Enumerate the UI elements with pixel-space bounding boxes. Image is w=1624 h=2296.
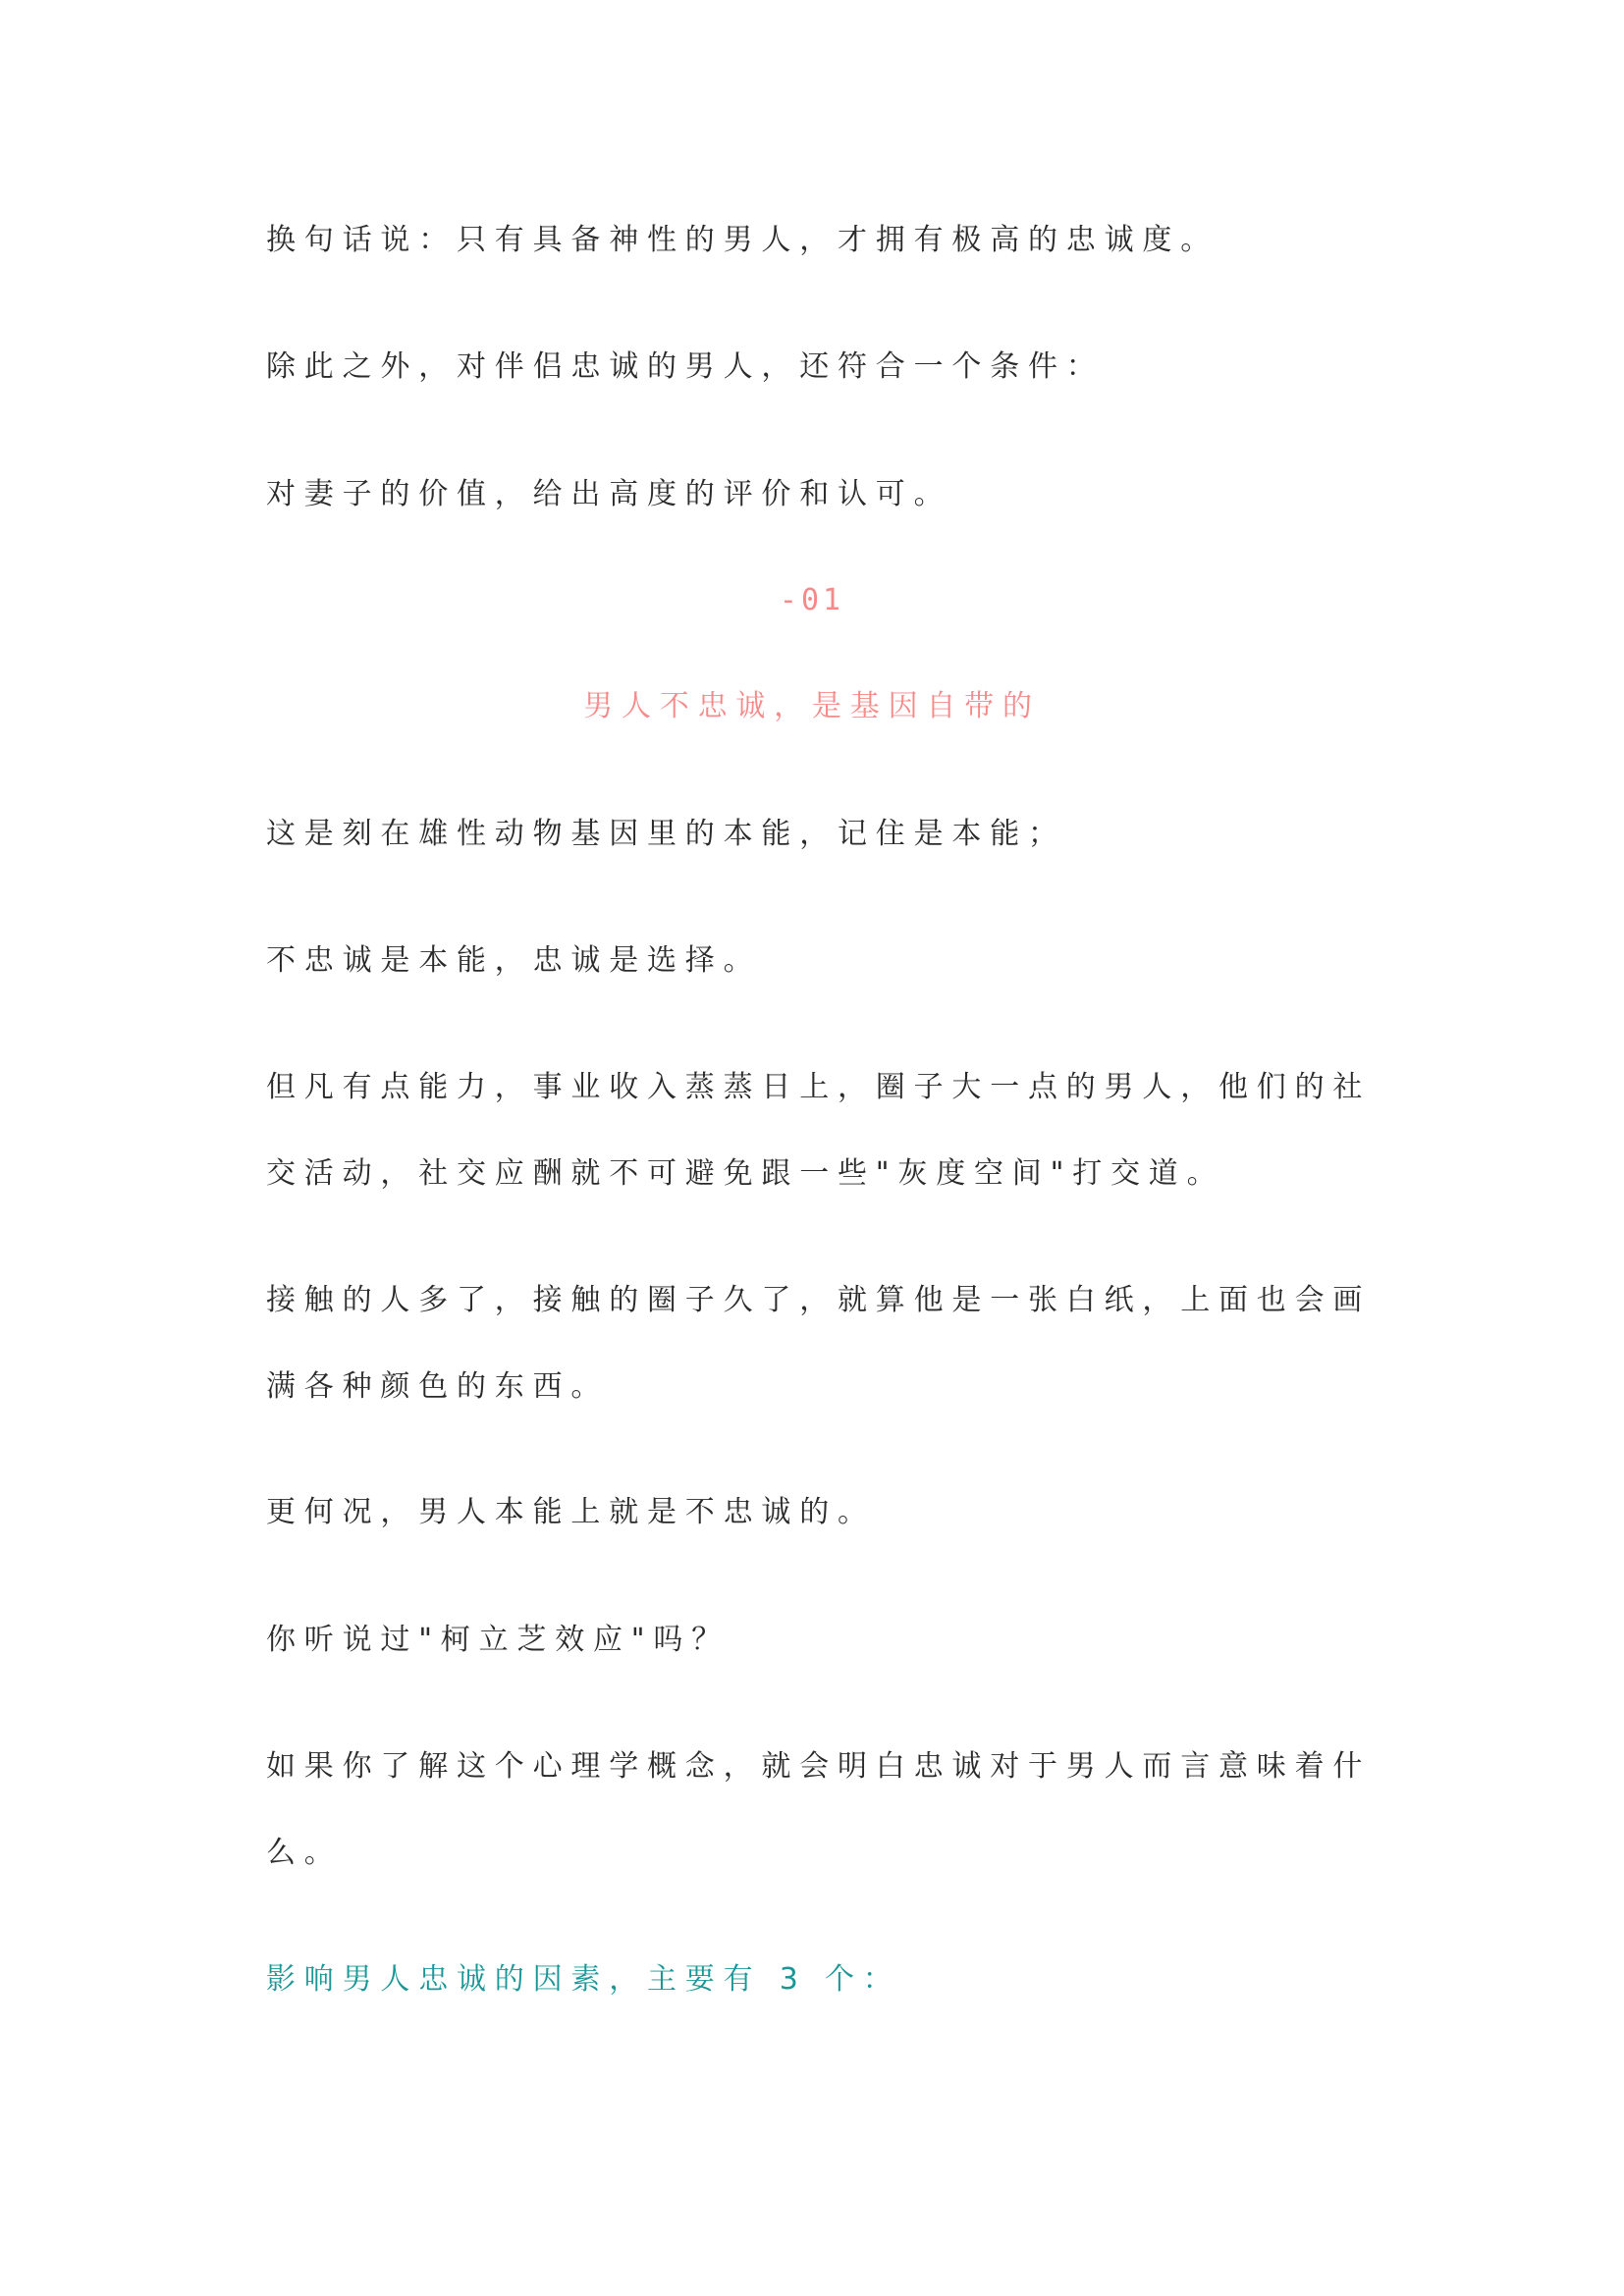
- paragraph: 对妻子的价值，给出高度的评价和认可。: [266, 477, 952, 511]
- paragraph: 换句话说：只有具备神性的男人，才拥有极高的忠诚度。: [266, 223, 1218, 257]
- paragraph: 但凡有点能力，事业收入蒸蒸日上，圈子大一点的男人，他们的社交活动，社交应酬就不可避免跟一些"灰度空间"打交道。: [266, 1070, 1372, 1191]
- paragraph: 你听说过"柯立芝效应"吗？: [266, 1623, 730, 1657]
- paragraph: 这是刻在雄性动物基因里的本能，记住是本能；: [266, 817, 1066, 851]
- highlight-heading: 影响男人忠诚的因素，主要有 3 个：: [266, 1962, 901, 1997]
- paragraph: 接触的人多了，接触的圈子久了，就算他是一张白纸，上面也会画满各种颜色的东西。: [266, 1283, 1372, 1404]
- paragraph: 更何况，男人本能上就是不忠诚的。: [266, 1495, 876, 1529]
- section-title: 男人不忠诚，是基因自带的: [583, 689, 1041, 723]
- paragraph: 如果你了解这个心理学概念，就会明白忠诚对于男人而言意味着什么。: [266, 1749, 1372, 1870]
- paragraph: 不忠诚是本能，忠诚是选择。: [266, 943, 762, 978]
- paragraph: 除此之外，对伴侣忠诚的男人，还符合一个条件：: [266, 349, 1105, 384]
- section-number: -01: [779, 583, 845, 617]
